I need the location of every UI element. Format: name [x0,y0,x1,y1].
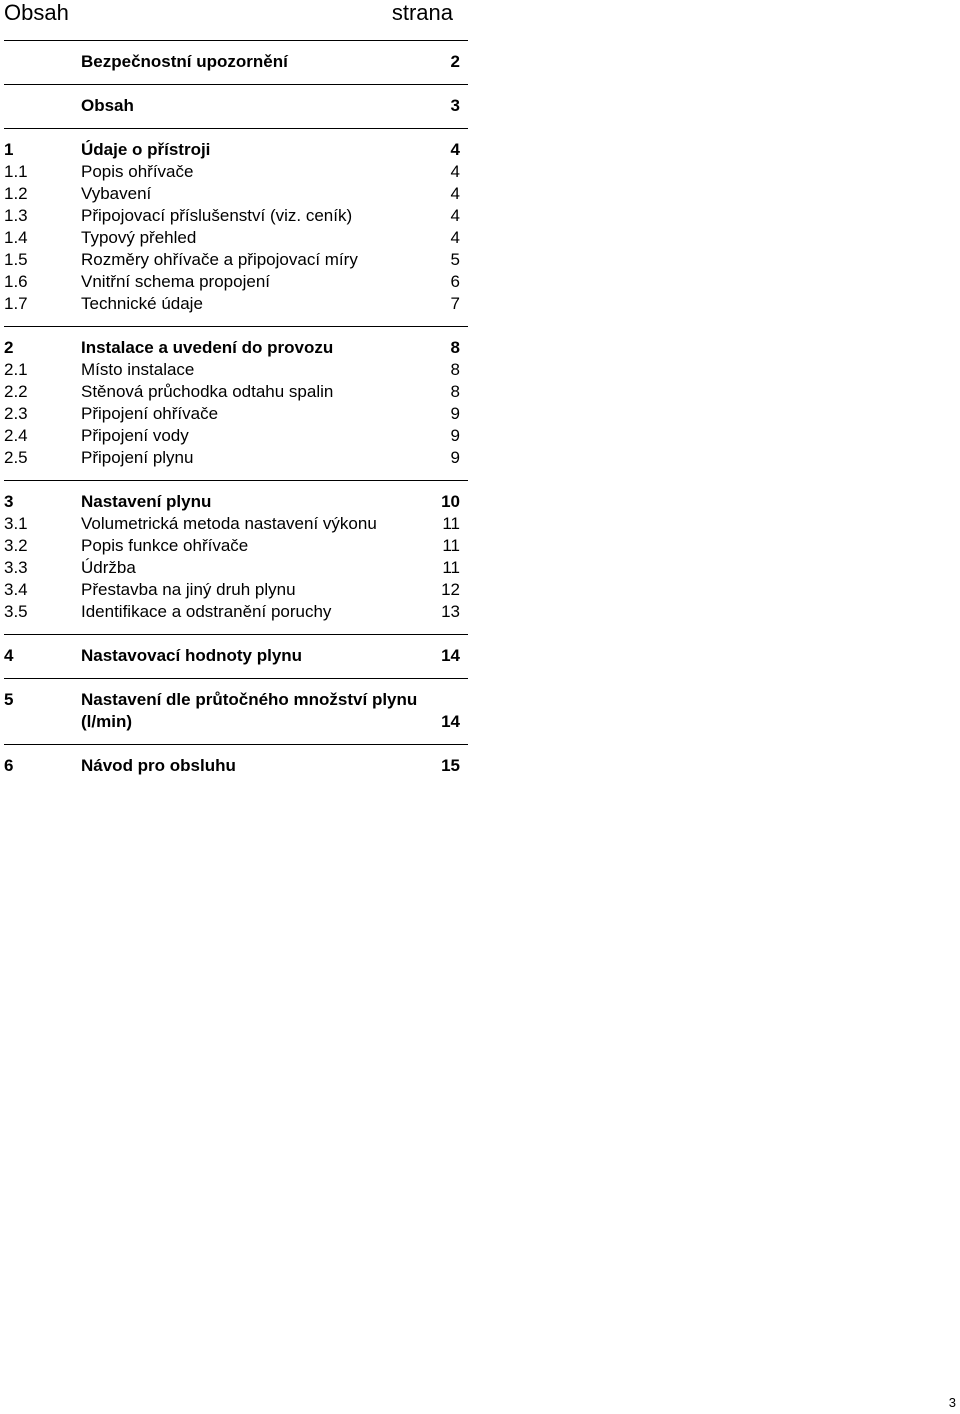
toc-entry-page: 12 [441,580,460,599]
toc-section [4,679,468,745]
toc-chapter-entry[interactable] [4,689,468,733]
toc-entry-page: 4 [450,162,460,181]
toc-subsection-entry[interactable] [4,601,468,623]
toc-entry-number: 1.4 [4,228,28,247]
toc-entry-number: 4 [4,646,14,665]
toc-entry-label: Vybavení [81,184,152,203]
toc-entry-number: 2.1 [4,360,28,379]
table-of-contents [4,40,468,788]
toc-subsection-entry[interactable] [4,535,468,557]
toc-subsection-entry[interactable] [4,359,468,381]
toc-entry-page: 4 [450,184,460,203]
toc-entry-label: Instalace a uvedení do provozu [81,338,334,357]
toc-entry-label: Typový přehled [81,228,197,247]
toc-entry-label: Rozměry ohřívače a připojovací míry [81,250,358,269]
toc-subsection-entry[interactable] [4,293,468,315]
toc-entry-number: 6 [4,756,14,775]
toc-entry-label: Připojovací příslušenství (viz. ceník) [81,206,353,225]
page-title: Obsah [4,0,69,25]
toc-entry-page: 11 [442,514,460,533]
toc-entry-number: 3.1 [4,514,28,533]
toc-entry-label: Nastavení dle průtočného množství plynu (l/min) [81,690,418,731]
page-number: 3 [948,1395,956,1410]
toc-subsection-entry[interactable] [4,249,468,271]
toc-entry-number: 2.4 [4,426,28,445]
toc-subsection-entry[interactable] [4,227,468,249]
toc-subsection-entry[interactable] [4,183,468,205]
toc-entry-page: 9 [450,426,460,445]
toc-entry-number: 1.7 [4,294,28,313]
toc-entry-number: 1.2 [4,184,28,203]
toc-entry-label: Popis funkce ohřívače [81,536,249,555]
toc-entry-page: 9 [450,404,460,423]
toc-subsection-entry[interactable] [4,513,468,535]
toc-entry-page: 8 [450,338,460,357]
toc-entry-number: 3.4 [4,580,28,599]
toc-entry-page: 15 [441,756,460,775]
toc-entry-number: 2.2 [4,382,28,401]
toc-section [4,481,468,635]
toc-entry-page: 4 [450,228,460,247]
toc-subsection-entry[interactable] [4,579,468,601]
toc-entry-label: Návod pro obsluhu [81,756,236,775]
toc-entry-label: Místo instalace [81,360,195,379]
toc-entry-number: 1.6 [4,272,28,291]
toc-chapter-entry[interactable] [4,95,468,117]
toc-entry-number: 3.3 [4,558,28,577]
toc-section [4,327,468,481]
toc-entry-page: 5 [450,250,460,269]
toc-subsection-entry[interactable] [4,161,468,183]
toc-entry-page: 2 [450,52,460,71]
toc-entry-number: 3.5 [4,602,28,621]
toc-entry-page: 10 [441,492,460,511]
toc-subsection-entry[interactable] [4,271,468,293]
toc-entry-label: Údaje o přístroji [81,140,211,159]
toc-section [4,635,468,679]
toc-entry-number: 5 [4,690,14,709]
toc-header [4,0,453,30]
toc-entry-label: Bezpečnostní upozornění [81,52,288,71]
toc-chapter-entry[interactable] [4,139,468,161]
toc-entry-number: 2.3 [4,404,28,423]
toc-subsection-entry[interactable] [4,447,468,469]
toc-section [4,745,468,788]
toc-entry-page: 11 [442,558,460,577]
toc-entry-label: Identifikace a odstranění poruchy [81,602,332,621]
toc-entry-number: 1 [4,140,14,159]
toc-entry-number: 1.5 [4,250,28,269]
toc-subsection-entry[interactable] [4,381,468,403]
toc-entry-number: 3.2 [4,536,28,555]
toc-entry-label: Údržba [81,558,136,577]
toc-entry-page: 13 [441,602,460,621]
toc-chapter-entry[interactable] [4,491,468,513]
toc-entry-label: Přestavba na jiný druh plynu [81,580,296,599]
toc-entry-label: Obsah [81,96,134,115]
toc-section [4,129,468,327]
toc-entry-page: 8 [450,360,460,379]
toc-entry-number: 1.1 [4,162,28,181]
toc-entry-page: 14 [441,712,460,731]
toc-entry-label: Připojení ohřívače [81,404,219,423]
toc-entry-page: 4 [450,206,460,225]
toc-chapter-entry[interactable] [4,51,468,73]
toc-entry-page: 11 [442,536,460,555]
toc-entry-page: 6 [450,272,460,291]
toc-entry-label: Vnitřní schema propojení [81,272,270,291]
toc-section [4,85,468,129]
toc-entry-page: 9 [450,448,460,467]
page-column-label: strana [391,0,453,25]
toc-entry-label: Technické údaje [81,294,203,313]
toc-entry-number: 2.5 [4,448,28,467]
toc-entry-label: Stěnová průchodka odtahu spalin [81,382,334,401]
toc-subsection-entry[interactable] [4,403,468,425]
toc-subsection-entry[interactable] [4,205,468,227]
toc-entry-number: 1.3 [4,206,28,225]
toc-chapter-entry[interactable] [4,337,468,359]
toc-entry-label: Připojení vody [81,426,189,445]
toc-entry-label: Volumetrická metoda nastavení výkonu [81,514,377,533]
toc-entry-number: 3 [4,492,14,511]
toc-entry-label: Připojení plynu [81,448,194,467]
toc-entry-number: 2 [4,338,14,357]
toc-subsection-entry[interactable] [4,425,468,447]
toc-entry-label: Nastavení plynu [81,492,212,511]
toc-chapter-entry[interactable] [4,755,468,777]
toc-entry-page: 14 [441,646,460,665]
toc-entry-page: 3 [450,96,460,115]
toc-chapter-entry[interactable] [4,645,468,667]
toc-entry-label: Popis ohřívače [81,162,194,181]
toc-section [4,41,468,85]
toc-subsection-entry[interactable] [4,557,468,579]
toc-entry-page: 7 [450,294,460,313]
toc-entry-page: 4 [450,140,460,159]
toc-entry-page: 8 [450,382,460,401]
toc-entry-label: Nastavovací hodnoty plynu [81,646,303,665]
